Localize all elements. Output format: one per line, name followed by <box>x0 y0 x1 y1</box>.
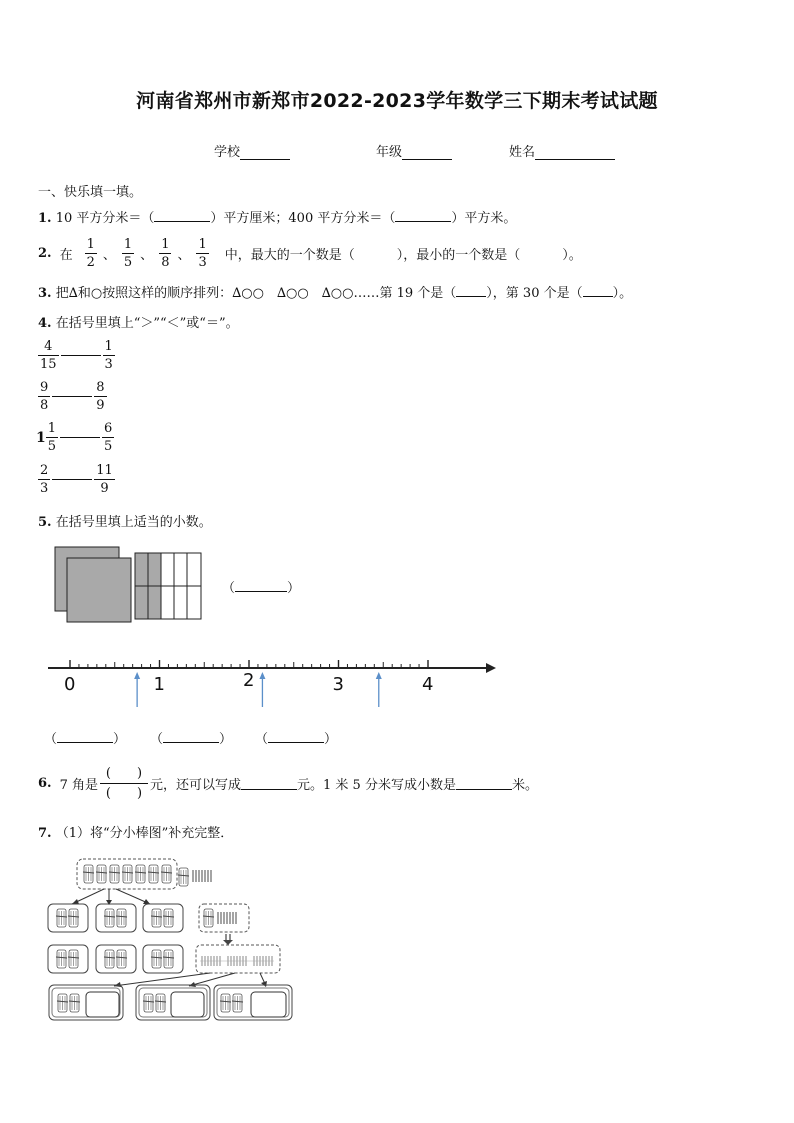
circle-symbol: ○ <box>90 286 103 301</box>
q2-text-a: 中，最大的一个数是（ <box>224 247 355 263</box>
position-arrow <box>259 672 265 707</box>
fraction: $\frac{1}{2}$ <box>86 236 95 270</box>
school-label: 学校 <box>214 145 241 160</box>
name-label: 姓名 <box>509 145 536 160</box>
question-number: 2. <box>38 245 52 261</box>
tick-label: 2 <box>243 670 255 691</box>
tick-label: 3 <box>332 674 344 695</box>
question-number: 4. <box>38 316 52 331</box>
question-number: 5. <box>38 515 52 530</box>
compare-item: $\frac{2}{3}$ $\frac{11}{9}$ <box>40 463 113 496</box>
tick-label: 0 <box>64 674 76 695</box>
question-number: 3. <box>38 286 52 301</box>
number-line-arrowhead <box>486 663 496 673</box>
fraction: $\frac{1}{5}$ <box>123 236 133 270</box>
number-line-ticks <box>70 660 428 668</box>
position-arrow <box>134 672 140 707</box>
decimal-squares-figure <box>50 545 210 630</box>
q1-answer-1[interactable] <box>154 209 210 222</box>
page-title: 河南省郑州市新郑市2022-2023学年数学三下期末考试试题 <box>136 90 658 112</box>
partial-square <box>135 553 201 619</box>
q1-answer-2[interactable] <box>395 209 451 222</box>
q1-text-a: 10 平方分米＝（ <box>55 211 155 226</box>
q6-fraction-blank[interactable]: ( ) ( ) <box>100 764 148 803</box>
compare-blank[interactable] <box>61 355 101 356</box>
number-line-answer[interactable]: （ ） <box>255 728 337 747</box>
q1-text-b: ）平方厘米；400 平方分米＝（ <box>210 211 396 226</box>
fraction: $\frac{1}{8}$ <box>161 236 170 270</box>
question-1 <box>38 207 516 226</box>
q6-answer-3[interactable] <box>456 776 512 790</box>
section-heading: 一、快乐填一填。 <box>38 185 143 200</box>
compare-blank[interactable] <box>52 479 92 480</box>
grade-label: 年级 <box>376 145 403 160</box>
stick-division-diagram <box>44 856 304 1026</box>
q2-prefix: 在 <box>59 247 73 263</box>
number-line-answer[interactable]: （ ） <box>44 728 126 747</box>
number-line-markers <box>134 672 382 707</box>
compare-item: $\frac{4}{15}$ $\frac{1}{3}$ <box>40 339 113 372</box>
name-field[interactable] <box>509 141 615 160</box>
q3-answer-2[interactable] <box>583 283 613 297</box>
number-line <box>40 650 500 712</box>
question-4: 4. 在括号里填上“＞”“＜”或“＝”。 <box>38 316 239 331</box>
question-3: 3. 把∆和○按照这样的顺序排列：∆○○ ∆○○ ∆○○……第 19 个是（ ），第 30 个是（ ）。 <box>38 282 632 301</box>
compare-item: 1 $\frac{1}{5}$ $\frac{6}{5}$ <box>36 421 113 454</box>
q3-pattern: ∆○○ ∆○○ ∆○○…… <box>232 286 380 301</box>
fraction: $\frac{1}{3}$ <box>198 236 207 270</box>
tick-label: 1 <box>153 674 165 695</box>
whole-square-front <box>67 558 131 622</box>
q2-text-c: ）。 <box>562 247 582 263</box>
compare-item: $\frac{9}{8}$ $\frac{8}{9}$ <box>40 380 105 413</box>
school-field[interactable] <box>214 141 290 160</box>
question-number: 6. <box>38 775 52 791</box>
position-arrow <box>376 672 382 707</box>
question-7: 7. （1）将“分小棒图”补充完整． <box>38 826 234 841</box>
q3-answer-1[interactable] <box>456 283 486 297</box>
question-6: 6. 7 角是 ( ) ( ) 元，还可以写成 元。1 米 5 分米写成小数是 米。 <box>38 765 538 801</box>
question-number: 7. <box>38 826 52 841</box>
compare-blank[interactable] <box>52 396 92 397</box>
question-number: 1. <box>38 211 52 226</box>
question-5: 5. 在括号里填上适当的小数。 <box>38 515 212 530</box>
squares-answer[interactable]: （ ） <box>222 577 300 596</box>
q6-answer-2[interactable] <box>241 776 297 790</box>
question-2 <box>38 234 582 272</box>
grade-field[interactable] <box>376 141 452 160</box>
tick-label: 4 <box>422 674 434 695</box>
q1-text-c: ）平方米。 <box>451 211 517 226</box>
q2-fraction-list: $\frac{1}{2}$ 、 $\frac{1}{5}$ 、 $\frac{1}{8}$ 、 $\frac{1}{3}$ <box>86 236 207 270</box>
triangle-symbol: ∆ <box>68 286 78 301</box>
q2-text-b: ），最小的一个数是（ <box>396 247 521 263</box>
number-line-answer[interactable]: （ ） <box>150 728 232 747</box>
compare-blank[interactable] <box>60 437 100 438</box>
